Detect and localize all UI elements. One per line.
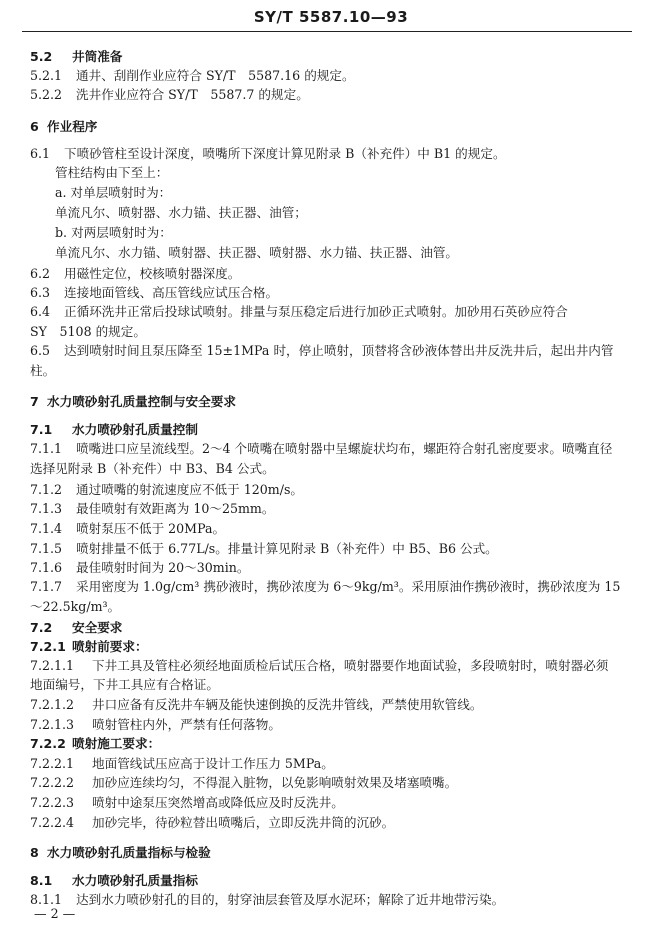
clause-number: 6.4 (30, 304, 51, 319)
heading-7 (0, 392, 662, 412)
clause-5-2-2 (0, 85, 662, 105)
clause-number: 7.1.2 (30, 482, 63, 497)
clause-7-1-7 (0, 577, 662, 597)
clause-text: 安全要求 (72, 620, 123, 635)
clause-number: 6.2 (30, 266, 51, 281)
clause-text: 连接地面管线、高压管线应试压合格。 (64, 285, 279, 300)
clause-number: 7.2.2.2 (30, 775, 75, 790)
clause-6-4-cont (0, 322, 662, 342)
clause-number: 5.2.2 (30, 87, 63, 102)
clause-text: 下喷砂管柱至设计深度，喷嘴所下深度计算见附录 B（补充件）中 B1 的规定。 (64, 146, 506, 161)
clause-7-1-5 (0, 539, 662, 559)
clause-6-5 (0, 341, 662, 361)
clause-text: 喷射中途泵压突然增高或降低应及时反洗井。 (92, 795, 344, 810)
clause-7-2-1-1-cont (0, 675, 662, 695)
page-number: — 2 — (34, 906, 76, 921)
clause-number: 7.2.1.3 (30, 717, 75, 732)
clause-number: 7.1.3 (30, 501, 63, 516)
clause-7-2-2-1 (0, 754, 662, 774)
heading-7-2-1 (0, 637, 662, 657)
clause-number: 7.1.7 (30, 579, 63, 594)
clause-number: 7.1.6 (30, 560, 63, 575)
clause-7-1-3 (0, 499, 662, 519)
clause-text: 作业程序 (47, 119, 98, 134)
clause-text: 喷射管柱内外，严禁有任何落物。 (92, 717, 281, 732)
clause-text: 井口应备有反洗井车辆及能快速倒换的反洗井管线，严禁使用软管线。 (92, 697, 483, 712)
clause-6-1-cont (0, 163, 662, 183)
clause-7-2-1-1 (0, 656, 662, 676)
clause-text: 喷射施工要求： (72, 736, 161, 751)
clause-text: 用磁性定位，校核喷射器深度。 (64, 266, 241, 281)
clause-7-2-1-3 (0, 715, 662, 735)
heading-7-1 (0, 420, 662, 440)
heading-6 (0, 117, 662, 137)
clause-number: 7.2.1.1 (30, 658, 75, 673)
clause-number: 7.2 (30, 620, 53, 635)
clause-number: 8 (30, 845, 39, 860)
clause-text: 喷射前要求： (72, 639, 148, 654)
clause-7-1-7-cont (0, 597, 662, 617)
heading-7-2 (0, 618, 662, 638)
clause-6-1-b (0, 223, 662, 243)
clause-7-1-4 (0, 519, 662, 539)
clause-text: 喷射排量不低于 6.77L/s。排量计算见附录 B（补充件）中 B5、B6 公式。 (76, 541, 498, 556)
clause-text: 通过喷嘴的射流速度应不低于 120m/s。 (76, 482, 304, 497)
clause-number: 7.2.1.2 (30, 697, 75, 712)
clause-text: 洗井作业应符合 SY/T 5587.7 的规定。 (76, 87, 309, 102)
clause-text: 管柱结构由下至上： (55, 165, 169, 180)
heading-8-1 (0, 871, 662, 891)
clause-text: 下井工具及管柱必须经地面质检后试压合格，喷射器要作地面试验，多段喷射时，喷射器必须 (92, 658, 609, 673)
clause-text: 加砂完毕，待砂粒替出喷嘴后，立即反洗井筒的沉砂。 (92, 815, 395, 830)
clause-number: 6.5 (30, 343, 51, 358)
clause-7-1-2 (0, 480, 662, 500)
clause-text: 采用密度为 1.0g/cm³ 携砂液时，携砂浓度为 6～9kg/m³。采用原油作携砂液时，携砂浓度为 15 (76, 579, 621, 594)
clause-number: 5.2 (30, 49, 53, 64)
clause-number: 7.2.2.4 (30, 815, 75, 830)
clause-6-2 (0, 264, 662, 284)
standard-code-header: SY/T 5587.10—93 (253, 8, 409, 26)
clause-text: 柱。 (30, 363, 56, 378)
clause-text: 喷嘴进口应呈流线型。2～4 个喷嘴在喷射器中呈螺旋状均布，螺距符合射孔密度要求。喷嘴直径 (76, 441, 613, 456)
clause-text: 水力喷砂射孔质量控制 (72, 422, 198, 437)
clause-number: 7.2.2.3 (30, 795, 75, 810)
clause-number: 6.3 (30, 285, 51, 300)
clause-7-2-2-3 (0, 793, 662, 813)
clause-text: 地面管线试压应高于设计工作压力 5MPa。 (92, 756, 334, 771)
clause-number: 8.1.1 (30, 892, 63, 907)
clause-7-1-1-cont (0, 459, 662, 479)
clause-6-1-a-text (0, 203, 662, 223)
clause-text: 最佳喷射时间为 20～30min。 (76, 560, 250, 575)
clause-7-2-2-4 (0, 813, 662, 833)
clause-6-4 (0, 302, 662, 322)
clause-text: 达到水力喷砂射孔的目的，射穿油层套管及厚水泥环；解除了近井地带污染。 (76, 892, 505, 907)
header-rule (22, 31, 632, 32)
clause-7-2-2-2 (0, 773, 662, 793)
clause-text: 喷射泵压不低于 20MPa。 (76, 521, 226, 536)
clause-text: 单流凡尔、喷射器、水力锚、扶正器、油管； (55, 205, 307, 220)
clause-text: SY 5108 的规定。 (30, 324, 146, 339)
clause-text: 单流凡尔、水力锚、喷射器、扶正器、喷射器、水力锚、扶正器、油管。 (55, 245, 458, 260)
clause-number: 5.2.1 (30, 68, 63, 83)
clause-text: 通井、刮削作业应符合 SY/T 5587.16 的规定。 (76, 68, 355, 83)
clause-number: 6.1 (30, 146, 51, 161)
clause-7-1-6 (0, 558, 662, 578)
clause-5-2-1 (0, 66, 662, 86)
clause-7-1-1 (0, 439, 662, 459)
heading-7-2-2 (0, 734, 662, 754)
clause-number: 7.1 (30, 422, 53, 437)
clause-text: 加砂应连续均匀，不得混入脏物，以免影响喷射效果及堵塞喷嘴。 (92, 775, 458, 790)
clause-text: 正循环洗井正常后投球试喷射。排量与泵压稳定后进行加砂正式喷射。加砂用石英砂应符合 (64, 304, 568, 319)
clause-7-2-1-2 (0, 695, 662, 715)
clause-text: 地面编号，下井工具应有合格证。 (30, 677, 219, 692)
clause-text: 水力喷砂射孔质量控制与安全要求 (47, 394, 236, 409)
clause-text: 达到喷射时间且泵压降至 15±1MPa 时，停止喷射，顶替将含砂液体替出井反洗井后，起出井内管 (64, 343, 614, 358)
clause-6-3 (0, 283, 662, 303)
clause-6-5-cont (0, 361, 662, 381)
clause-text: 水力喷砂射孔质量指标 (72, 873, 198, 888)
clause-text: 井筒准备 (72, 49, 123, 64)
clause-number: 7.2.2 (30, 736, 66, 751)
clause-number: 7 (30, 394, 39, 409)
clause-number: 7.1.1 (30, 441, 63, 456)
clause-text: b. 对两层喷射时为： (55, 225, 172, 240)
clause-text: a. 对单层喷射时为： (55, 185, 172, 200)
clause-number: 7.1.4 (30, 521, 63, 536)
heading-8 (0, 843, 662, 863)
clause-8-1-1 (0, 890, 662, 910)
clause-text: 最佳喷射有效距离为 10～25mm。 (76, 501, 275, 516)
clause-text: 水力喷砂射孔质量指标与检验 (47, 845, 211, 860)
clause-6-1 (0, 144, 662, 164)
clause-text: ～22.5kg/m³。 (30, 599, 121, 614)
clause-number: 8.1 (30, 873, 53, 888)
clause-number: 6 (30, 119, 39, 134)
clause-number: 7.2.2.1 (30, 756, 75, 771)
clause-text: 选择见附录 B（补充件）中 B3、B4 公式。 (30, 461, 275, 476)
heading-5-2 (0, 47, 662, 67)
clause-number: 7.2.1 (30, 639, 66, 654)
clause-6-1-a (0, 183, 662, 203)
clause-number: 7.1.5 (30, 541, 63, 556)
clause-6-1-b-text (0, 243, 662, 263)
